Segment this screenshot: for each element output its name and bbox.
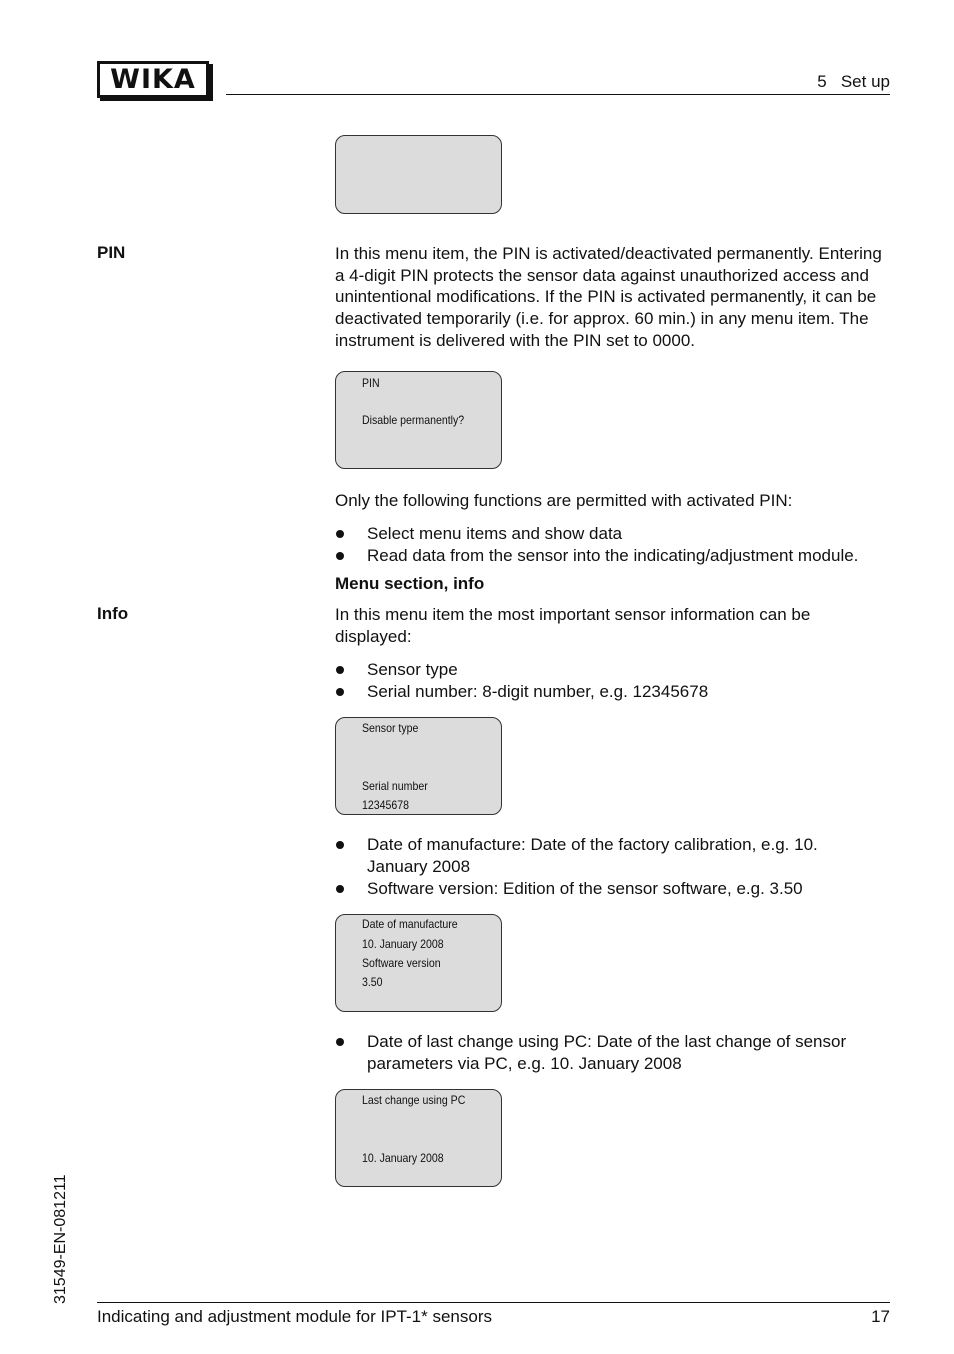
bullet-icon <box>336 552 344 560</box>
lcd-display-last-change <box>335 1089 502 1187</box>
lcd-line: 10. January 2008 <box>362 937 444 951</box>
bullet-icon <box>336 841 344 849</box>
info-list-2 <box>335 834 895 900</box>
lcd-line: Disable permanently? <box>362 413 465 427</box>
wika-logo <box>97 61 209 98</box>
bullet-icon <box>336 885 344 893</box>
info-list-1 <box>335 659 895 703</box>
list-item: Software version: Edition of the sensor software, e.g. 3.50 <box>335 878 895 900</box>
lcd-line: 3.50 <box>362 975 383 989</box>
logo-shadow-right <box>209 64 213 101</box>
section-heading: 5 Set up <box>817 72 890 91</box>
lcd-display-sensor <box>335 717 502 815</box>
list-item: Date of manufacture: Date of the factory calibration, e.g. 10. January 2008 <box>335 834 867 878</box>
info-label: Info <box>97 604 129 623</box>
permitted-intro: Only the following functions are permitted with activated PIN: <box>335 491 793 510</box>
logo-text: WIKA <box>110 64 196 95</box>
pin-label: PIN <box>97 243 126 262</box>
list-item: Read data from the sensor into the indicating/adjustment module. <box>335 545 895 567</box>
info-intro: In this menu item the most important sensor information can be displayed: <box>335 605 811 646</box>
pin-paragraph: In this menu item, the PIN is activated/deactivated permanently. Entering a 4-digit PIN protects the sensor data against unauthorized access and unintentional modifications. If the PIN is activated permanently, it can be deactivated temporarily (i.e. for approx. 60 min.) in any menu item. The instrument is delivered with the PIN set to 0000. <box>335 244 882 350</box>
lcd-display-manufacture <box>335 914 502 1012</box>
header-rule <box>226 94 890 95</box>
info-list-3 <box>335 1031 895 1075</box>
permitted-list <box>335 523 895 567</box>
lcd-line: PIN <box>362 376 380 390</box>
bullet-icon <box>336 1038 344 1046</box>
page-number: 17 <box>871 1307 890 1326</box>
lcd-display-blank <box>335 135 502 214</box>
lcd-display-pin <box>335 371 502 469</box>
footer-title: Indicating and adjustment module for IPT-1* sensors <box>97 1307 492 1326</box>
lcd-line: Last change using PC <box>362 1093 466 1107</box>
bullet-icon <box>336 688 344 696</box>
list-item: Serial number: 8-digit number, e.g. 12345678 <box>335 681 895 703</box>
lcd-line: 10. January 2008 <box>362 1151 444 1165</box>
menu-section-heading: Menu section, info <box>335 574 485 593</box>
lcd-line: Sensor type <box>362 721 419 735</box>
bullet-icon <box>336 666 344 674</box>
document-number: 31549-EN-081211 <box>52 1174 69 1304</box>
bullet-icon <box>336 530 344 538</box>
footer-rule <box>97 1302 890 1303</box>
list-item: Date of last change using PC: Date of the last change of sensor parameters via PC, e.g. 10. January 2008 <box>335 1031 895 1075</box>
lcd-line: 12345678 <box>362 798 409 812</box>
logo-shadow-bottom <box>100 98 213 101</box>
list-item: Select menu items and show data <box>335 523 895 545</box>
lcd-line: Serial number <box>362 779 428 793</box>
lcd-line: Software version <box>362 956 441 970</box>
lcd-line: Date of manufacture <box>362 917 458 931</box>
list-item: Sensor type <box>335 659 895 681</box>
